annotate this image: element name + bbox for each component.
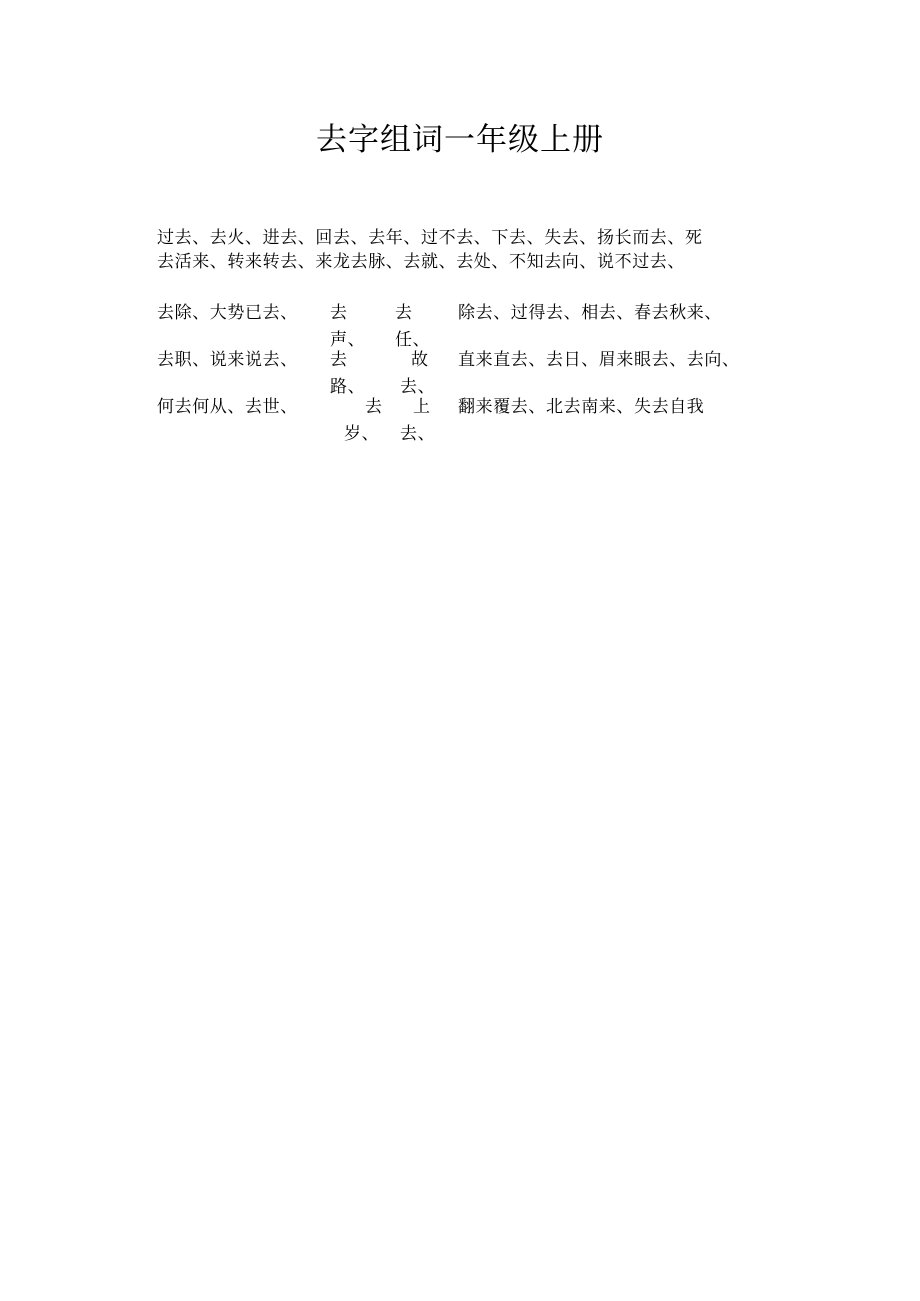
row1-split-word-a-bottom: 声、 [330,330,366,350]
row1-split-word-a-top: 去 [330,303,348,323]
row1-right-words: 除去、过得去、相去、春去秋来、 [458,303,722,323]
row3-split-word-b-top: 上 [413,397,431,417]
paragraph-line-2: 去活来、转来转去、来龙去脉、去就、去处、不知去向、说不过去、 [157,252,685,272]
row3-left-words: 何去何从、去世、 [157,397,298,417]
row2-split-word-a-top: 去 [330,350,348,370]
word-list-paragraph [157,226,787,274]
row3-split-word-a-top: 去 [365,397,383,417]
row1-left-words: 去除、大势已去、 [157,303,298,323]
row3-right-words: 翻来覆去、北去南来、失去自我 [458,397,705,417]
row2-right-words: 直来直去、去日、眉来眼去、去向、 [458,350,740,370]
row1-split-word-b-top: 去 [395,303,413,323]
row2-left-words: 去职、说来说去、 [157,350,298,370]
paragraph-line-1: 过去、去火、进去、回去、去年、过不去、下去、失去、扬长而去、死 [157,228,703,248]
document-title: 去字组词一年级上册 [316,122,604,158]
row2-split-word-b-bottom: 去、 [400,377,436,397]
row2-split-word-a-bottom: 路、 [330,377,366,397]
row3-split-word-b-bottom: 去、 [400,424,436,444]
row3-split-word-a-bottom: 岁、 [344,424,380,444]
row1-split-word-b-bottom: 任、 [395,330,431,350]
row2-split-word-b-top: 故 [411,350,429,370]
